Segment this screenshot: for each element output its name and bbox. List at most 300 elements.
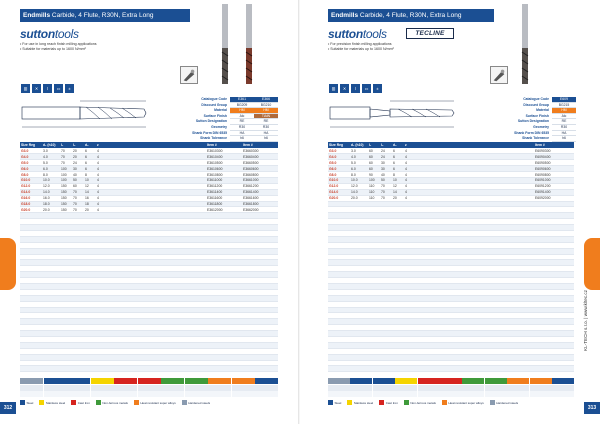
right-page xyxy=(300,0,600,424)
table-cell xyxy=(72,366,84,372)
side-tab xyxy=(584,238,600,290)
table-cell: E6091000 xyxy=(534,177,574,183)
table-cell: 4 xyxy=(404,189,414,195)
table-cell: 70 xyxy=(72,195,84,201)
page-number: 312 xyxy=(0,402,16,414)
table-cell: 6.0 xyxy=(350,166,368,172)
legend-item xyxy=(71,400,90,405)
table-cell: 40 xyxy=(380,172,392,178)
material-cell xyxy=(418,385,440,391)
table-cell: E3661000 xyxy=(242,177,278,183)
table-cell: 4 xyxy=(96,166,106,172)
technical-drawing xyxy=(20,97,150,133)
table-cell: 150 xyxy=(60,207,72,213)
material-cell xyxy=(185,385,208,391)
table-cell: E3611600 xyxy=(206,195,242,201)
side-text: KL-TECH s.r.o. | www.kltec.cz xyxy=(583,290,588,351)
table-cell: 150 xyxy=(60,201,72,207)
material-cell xyxy=(530,385,552,391)
table-cell: 100 xyxy=(368,177,380,183)
legend-label: Steel xyxy=(334,400,342,405)
legend-label: Stainless steel xyxy=(45,400,66,405)
table-cell: G12.0 xyxy=(328,183,350,189)
material-cell xyxy=(440,378,462,384)
material-cell xyxy=(185,391,208,397)
tolerance-icon: ± xyxy=(373,84,382,93)
table-cell: E3660300 xyxy=(242,148,278,154)
legend-swatch xyxy=(134,400,139,405)
feature-bullets: • For use in long reach finish milling applications • Suitable for materials up to 1600 N/mm² xyxy=(20,42,97,51)
table-cell: 3.0 xyxy=(350,148,368,154)
table-cell: 30 xyxy=(380,160,392,166)
material-cell xyxy=(507,391,529,397)
table-cell: G10.0 xyxy=(20,177,42,183)
material-cell xyxy=(67,391,90,397)
material-cell xyxy=(462,378,484,384)
material-cell xyxy=(395,391,417,397)
table-cell xyxy=(206,366,242,372)
table-cell: E6090800 xyxy=(534,172,574,178)
table-cell: 110 xyxy=(368,195,380,201)
material-cell xyxy=(328,391,350,397)
material-cell xyxy=(20,378,43,384)
material-cell xyxy=(350,391,372,397)
table-cell: 20 xyxy=(72,154,84,160)
table-cell: 14 xyxy=(84,189,96,195)
table-header-cell: Size Reg xyxy=(20,142,42,148)
table-cell: E6090600 xyxy=(534,166,574,172)
table-cell: 18 xyxy=(84,201,96,207)
table-cell: E3610800 xyxy=(206,172,242,178)
material-cell xyxy=(232,378,255,384)
material-cell xyxy=(418,378,440,384)
table-header-cell: z xyxy=(404,142,414,148)
table-cell: 50 xyxy=(72,177,84,183)
flute-icon: ✕ xyxy=(32,84,41,93)
table-cell: E3662000 xyxy=(242,207,278,213)
table-cell: G18.0 xyxy=(20,201,42,207)
flute-icon: ✕ xyxy=(340,84,349,93)
table-cell: G3.0 xyxy=(328,148,350,154)
table-header-cell: d₁ (h10) xyxy=(350,142,368,148)
table-cell: E3660400 xyxy=(242,154,278,160)
table-cell: 70 xyxy=(60,160,72,166)
table-cell: 60 xyxy=(368,160,380,166)
material-cell xyxy=(373,391,395,397)
table-cell: 12 xyxy=(84,183,96,189)
table-row xyxy=(20,366,278,372)
legend-item xyxy=(182,400,210,405)
table-header-cell: Size Reg xyxy=(328,142,350,148)
table-header-cell: l₁ xyxy=(368,142,380,148)
legend-label: Hardened steels xyxy=(496,400,519,405)
table-cell: 20 xyxy=(72,148,84,154)
table-cell: G6.0 xyxy=(328,166,350,172)
header-bar xyxy=(328,9,494,22)
shank-icon: ▭ xyxy=(362,84,371,93)
shank-icon: ▭ xyxy=(54,84,63,93)
material-cell xyxy=(373,385,395,391)
legend-label: Cast Iron xyxy=(77,400,90,405)
legend-swatch xyxy=(96,400,101,405)
table-cell: 20.0 xyxy=(350,195,368,201)
legend-swatch xyxy=(182,400,187,405)
material-cell xyxy=(138,391,161,397)
material-cell xyxy=(255,385,278,391)
material-cell xyxy=(138,378,161,384)
legend-item xyxy=(20,400,33,405)
material-cell xyxy=(552,378,574,384)
product-table xyxy=(20,142,278,372)
material-cell xyxy=(44,378,67,384)
table-cell xyxy=(404,366,414,372)
material-cell xyxy=(507,378,529,384)
table-cell: 100 xyxy=(60,172,72,178)
material-suitability-grid xyxy=(328,378,574,396)
table-cell: 14.0 xyxy=(350,189,368,195)
application-icon xyxy=(490,66,508,84)
table-cell: E6092000 xyxy=(534,195,574,201)
legend-item xyxy=(442,400,484,405)
table-cell: 8 xyxy=(84,172,96,178)
table-cell: 12.0 xyxy=(350,183,368,189)
material-cell xyxy=(114,391,137,397)
table-cell xyxy=(328,366,350,372)
table-cell: 24 xyxy=(72,160,84,166)
table-cell: G12.0 xyxy=(20,183,42,189)
table-header-cell: Item # xyxy=(534,142,574,148)
legend-label: Non-ferrous metals xyxy=(410,400,436,405)
header-category: Endmills xyxy=(331,12,359,19)
table-cell: E3611200 xyxy=(206,183,242,189)
table-cell: E3610400 xyxy=(206,154,242,160)
table-cell: G8.0 xyxy=(328,172,350,178)
material-cell xyxy=(418,391,440,397)
table-cell: E3610500 xyxy=(206,160,242,166)
table-cell: 10 xyxy=(84,177,96,183)
material-cell xyxy=(232,391,255,397)
header-bar xyxy=(20,9,190,22)
material-cell xyxy=(462,391,484,397)
header-category: Endmills xyxy=(23,12,51,19)
table-cell: 4 xyxy=(404,177,414,183)
legend-label: Heat resistant super alloys xyxy=(448,400,484,405)
table-cell: E3611400 xyxy=(206,189,242,195)
material-cell xyxy=(20,385,43,391)
table-cell: E3611800 xyxy=(206,201,242,207)
table-cell: G16.0 xyxy=(20,195,42,201)
tecline-logo: TECLINE xyxy=(406,28,454,39)
legend-label: Stainless steel xyxy=(353,400,374,405)
material-cell xyxy=(485,378,507,384)
material-cell xyxy=(350,378,372,384)
material-cell xyxy=(328,378,350,384)
legend-swatch xyxy=(71,400,76,405)
brand-logo: suttontools xyxy=(328,27,387,41)
table-cell: 8.0 xyxy=(350,172,368,178)
material-cell xyxy=(161,391,184,397)
table-cell: 3.0 xyxy=(42,148,60,154)
table-cell: 150 xyxy=(60,189,72,195)
table-cell: 4 xyxy=(404,183,414,189)
table-cell: 16 xyxy=(84,195,96,201)
symbol-row xyxy=(329,84,382,93)
tolerance-icon: ± xyxy=(65,84,74,93)
table-cell: 20 xyxy=(392,195,404,201)
table-cell: 4 xyxy=(96,160,106,166)
material-suitability-grid xyxy=(20,378,278,396)
table-cell: E3610600 xyxy=(206,166,242,172)
legend-label: Non-ferrous metals xyxy=(102,400,128,405)
material-cell xyxy=(20,391,43,397)
table-cell: 40 xyxy=(72,172,84,178)
table-cell: 70 xyxy=(72,207,84,213)
application-icon xyxy=(180,66,198,84)
legend-label: Heat resistant super alloys xyxy=(140,400,176,405)
table-cell: E3661800 xyxy=(242,201,278,207)
material-cell xyxy=(395,378,417,384)
table-cell: 4 xyxy=(96,177,106,183)
material-cell xyxy=(552,391,574,397)
material-cell xyxy=(44,385,67,391)
table-cell: G5.0 xyxy=(328,160,350,166)
din-icon: ▥ xyxy=(329,84,338,93)
legend-label: Steel xyxy=(26,400,34,405)
material-cell xyxy=(208,391,231,397)
symbol-row xyxy=(21,84,74,93)
table-cell: G10.0 xyxy=(328,177,350,183)
table-cell: 50 xyxy=(380,177,392,183)
table-cell: 100 xyxy=(60,166,72,172)
spec-table: Catalogue Code E361 E366 Discount Group BG209 BG210 Material HM HM Surface Finish Alc TiAlN Sutton Designation RE RE Geometry R30 R30 Shank Form DIN 6535 HA HA Shank Tolerance h6 h6 xyxy=(158,97,278,142)
table-header-cell: d₁ (h10) xyxy=(42,142,60,148)
material-cell xyxy=(530,378,552,384)
table-cell: E6090300 xyxy=(534,148,574,154)
table-cell: G14.0 xyxy=(20,189,42,195)
legend-swatch xyxy=(404,400,409,405)
table-cell: 150 xyxy=(60,183,72,189)
table-cell: 60 xyxy=(72,183,84,189)
table-header-cell: Item # xyxy=(242,142,278,148)
side-tab xyxy=(0,238,16,290)
table-cell: 10.0 xyxy=(42,177,60,183)
material-cell xyxy=(485,385,507,391)
legend-swatch xyxy=(20,400,25,405)
table-cell: 150 xyxy=(60,195,72,201)
table-cell: 4 xyxy=(404,172,414,178)
table-cell: E3610300 xyxy=(206,148,242,154)
header-subtitle: Carbide, 4 Flute, R30N, Extra Long xyxy=(359,12,462,19)
table-cell xyxy=(414,366,534,372)
table-cell: E3661200 xyxy=(242,183,278,189)
tool-photo-coated-icon xyxy=(242,4,256,84)
spec-table: Catalogue Code E609 Discount Group BG215 Material HM Surface Finish Alc Sutton Designation RE Geometry R30 Shank Form DIN 6535 HA Shank Tolerance h6 xyxy=(466,97,576,142)
table-cell xyxy=(380,366,392,372)
table-cell: 70 xyxy=(72,201,84,207)
table-cell xyxy=(96,366,106,372)
table-cell: G8.0 xyxy=(20,172,42,178)
material-cell xyxy=(91,391,114,397)
table-cell: 4 xyxy=(96,183,106,189)
table-cell: 4 xyxy=(404,160,414,166)
table-cell: 5.0 xyxy=(42,160,60,166)
legend-label: Hardened steels xyxy=(188,400,211,405)
table-cell: 4 xyxy=(404,148,414,154)
material-cell xyxy=(208,385,231,391)
table-cell: G4.0 xyxy=(20,154,42,160)
material-cell xyxy=(232,385,255,391)
table-cell: 4 xyxy=(96,189,106,195)
table-cell: 100 xyxy=(60,177,72,183)
material-legend xyxy=(328,400,518,405)
table-cell: E3660500 xyxy=(242,160,278,166)
material-cell xyxy=(208,378,231,384)
table-cell: 60 xyxy=(368,148,380,154)
table-cell: 5.0 xyxy=(350,160,368,166)
legend-item xyxy=(347,400,373,405)
material-cell xyxy=(114,378,137,384)
material-cell xyxy=(328,385,350,391)
technical-drawing xyxy=(328,97,458,133)
table-cell: 70 xyxy=(380,189,392,195)
table-cell: E6090400 xyxy=(534,154,574,160)
tool-photo-icon xyxy=(218,4,232,84)
table-cell: 6 xyxy=(84,154,96,160)
helix-icon: ⌇ xyxy=(351,84,360,93)
table-cell: 4 xyxy=(404,154,414,160)
table-cell: 70 xyxy=(72,189,84,195)
table-cell: E3611000 xyxy=(206,177,242,183)
table-cell xyxy=(242,366,278,372)
table-cell: G20.0 xyxy=(20,207,42,213)
table-cell xyxy=(106,366,206,372)
table-cell xyxy=(84,366,96,372)
table-cell: 4 xyxy=(96,195,106,201)
table-cell: E3612000 xyxy=(206,207,242,213)
table-cell: 6 xyxy=(392,148,404,154)
table-cell: 12 xyxy=(392,183,404,189)
table-cell: 6 xyxy=(392,154,404,160)
table-cell: E6091400 xyxy=(534,189,574,195)
material-cell xyxy=(395,385,417,391)
material-cell xyxy=(440,385,462,391)
table-cell: G4.0 xyxy=(328,154,350,160)
table-cell: G6.0 xyxy=(20,166,42,172)
legend-item xyxy=(404,400,436,405)
table-cell: 10.0 xyxy=(350,177,368,183)
table-cell: 60 xyxy=(368,166,380,172)
table-cell: 8 xyxy=(392,172,404,178)
table-cell: 110 xyxy=(368,183,380,189)
table-cell: 4 xyxy=(96,207,106,213)
legend-item xyxy=(328,400,341,405)
table-cell: 4 xyxy=(96,154,106,160)
legend-swatch xyxy=(490,400,495,405)
table-cell: 4.0 xyxy=(350,154,368,160)
table-cell: 6.0 xyxy=(42,166,60,172)
table-cell: 14.0 xyxy=(42,189,60,195)
material-cell xyxy=(91,385,114,391)
table-cell: G5.0 xyxy=(20,160,42,166)
material-cell xyxy=(67,385,90,391)
legend-swatch xyxy=(379,400,384,405)
material-cell xyxy=(255,391,278,397)
table-cell xyxy=(42,366,60,372)
table-cell xyxy=(392,366,404,372)
table-cell xyxy=(368,366,380,372)
material-cell xyxy=(161,378,184,384)
legend-label: Cast Iron xyxy=(385,400,398,405)
material-cell xyxy=(373,378,395,384)
material-cell xyxy=(44,391,67,397)
table-cell: E3661600 xyxy=(242,195,278,201)
table-cell: 4 xyxy=(96,172,106,178)
table-cell: 110 xyxy=(368,189,380,195)
table-cell: 4 xyxy=(96,148,106,154)
table-cell: 4 xyxy=(404,166,414,172)
table-cell: 24 xyxy=(380,154,392,160)
table-row xyxy=(328,366,574,372)
table-header-cell: d₂ xyxy=(84,142,96,148)
table-cell: 70 xyxy=(380,183,392,189)
table-cell: 14 xyxy=(392,189,404,195)
material-cell xyxy=(161,385,184,391)
table-cell: 30 xyxy=(72,166,84,172)
table-cell: 24 xyxy=(380,148,392,154)
table-cell: 6 xyxy=(392,160,404,166)
table-cell xyxy=(60,366,72,372)
table-cell: E3660600 xyxy=(242,166,278,172)
material-cell xyxy=(350,385,372,391)
legend-swatch xyxy=(347,400,352,405)
product-table xyxy=(328,142,574,372)
table-cell: E3660800 xyxy=(242,172,278,178)
table-cell: G3.0 xyxy=(20,148,42,154)
legend-item xyxy=(490,400,518,405)
tool-photo-icon xyxy=(518,4,532,84)
table-header-cell: l₁ xyxy=(60,142,72,148)
table-cell: E3661400 xyxy=(242,189,278,195)
table-cell: 6 xyxy=(84,148,96,154)
table-cell: 6 xyxy=(84,160,96,166)
table-cell: 20.0 xyxy=(42,207,60,213)
table-cell: 8.0 xyxy=(42,172,60,178)
table-cell: E6091200 xyxy=(534,183,574,189)
table-header-cell: l₂ xyxy=(380,142,392,148)
material-cell xyxy=(114,385,137,391)
legend-swatch xyxy=(442,400,447,405)
table-cell: 4.0 xyxy=(42,154,60,160)
brand-logo: suttontools xyxy=(20,27,79,41)
table-cell: 4 xyxy=(96,201,106,207)
table-header-cell: l₂ xyxy=(72,142,84,148)
material-cell xyxy=(462,385,484,391)
header-subtitle: Carbide, 4 Flute, R30N, Extra Long xyxy=(51,12,154,19)
table-header-cell: z xyxy=(96,142,106,148)
table-cell xyxy=(350,366,368,372)
table-cell: E6090500 xyxy=(534,160,574,166)
material-cell xyxy=(440,391,462,397)
material-cell xyxy=(507,385,529,391)
legend-item xyxy=(39,400,65,405)
legend-item xyxy=(96,400,128,405)
material-cell xyxy=(67,378,90,384)
material-cell xyxy=(255,378,278,384)
table-cell: 70 xyxy=(60,148,72,154)
table-cell: 70 xyxy=(60,154,72,160)
legend-item xyxy=(379,400,398,405)
table-header-cell: d₂ xyxy=(392,142,404,148)
